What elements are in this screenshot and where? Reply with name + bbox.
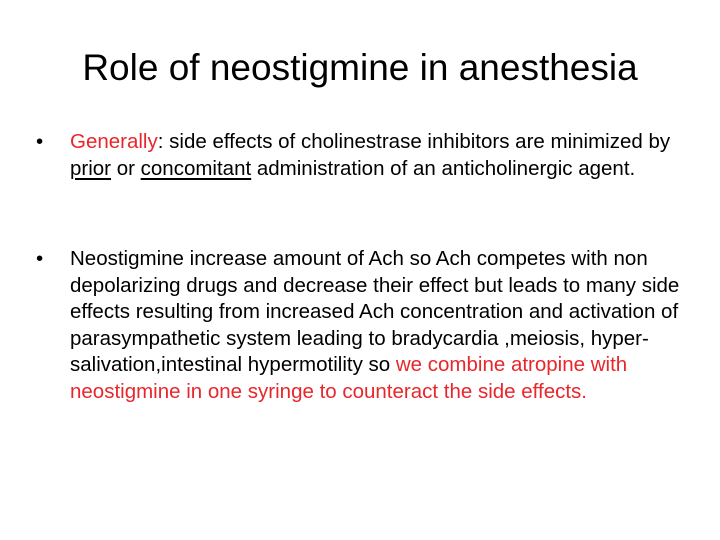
bullet-point-2 bbox=[36, 246, 686, 405]
bullet-1-text bbox=[70, 129, 686, 182]
generally-highlight: Generally bbox=[70, 130, 158, 153]
bullet-2-text bbox=[70, 246, 686, 405]
prior-underlined: prior bbox=[70, 156, 112, 180]
bullet-1-part-b: or bbox=[111, 156, 141, 180]
bullet-2-main: Neostigmine increase amount of Ach so Ach competes with non depolarizing drugs and decrease their effect but leads to many side effects resulting from increased Ach concentration and activation of parasympathetic system leading to bradycardia ,meiosis, hyper-salivation,intestinal hypermotility so bbox=[70, 247, 680, 376]
bullet-dot: • bbox=[36, 130, 44, 153]
bullet-dot: • bbox=[36, 247, 44, 270]
slide-title: Role of neostigmine in anesthesia bbox=[82, 47, 638, 88]
concomitant-underlined: concomitant bbox=[140, 156, 252, 180]
atropine-highlight: we combine atropine with neostigmine in one syringe to counteract the side effects. bbox=[70, 353, 628, 403]
bullet-1-part-a: : side effects of cholinestrase inhibitors are minimized by bbox=[157, 130, 671, 153]
bullet-point-1 bbox=[36, 129, 686, 182]
bullet-1-part-c: administration of an anticholinergic agent. bbox=[251, 156, 636, 180]
